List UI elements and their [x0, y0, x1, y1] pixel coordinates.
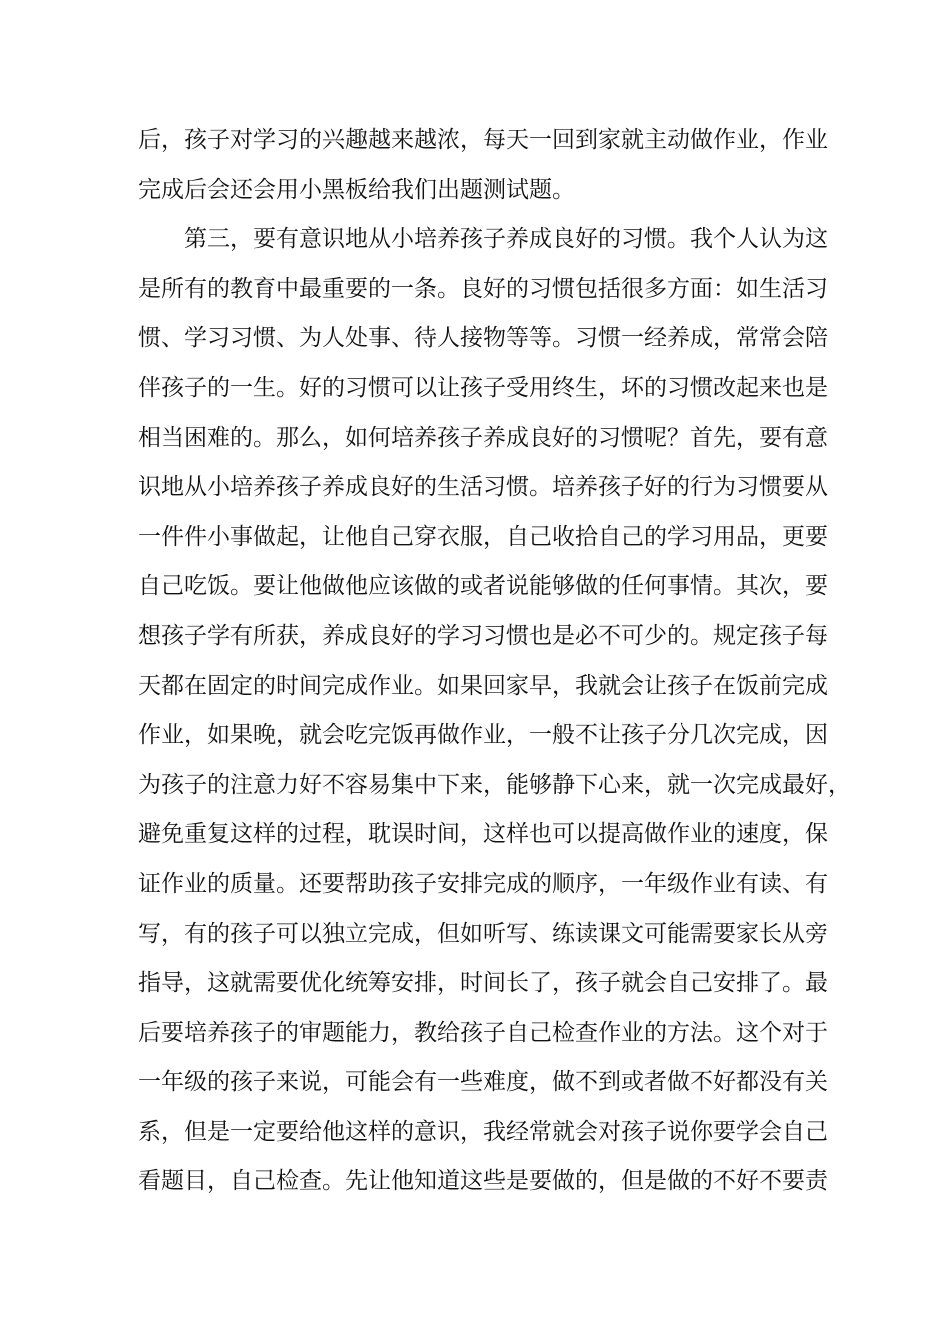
text-line: 看题目，自己检查。先让他知道这些是要做的，但是做的不好不要责 [138, 1168, 828, 1195]
text-line: 后，孩子对学习的兴趣越来越浓，每天一回到家就主动做作业，作业 [138, 127, 828, 153]
text-line: 证作业的质量。还要帮助孩子安排完成的顺序，一年级作业有读、有 [138, 870, 828, 897]
text-line: 为孩子的注意力好不容易集中下来，能够静下心来，就一次完成最好， [138, 771, 851, 798]
text-line: 自己吃饭。要让他做他应该做的或者说能够做的任何事情。其次，要 [138, 573, 828, 600]
text-line: 作业，如果晚，就会吃完饭再做作业，一般不让孩子分几次完成，因 [138, 722, 828, 749]
text-line: 识地从小培养孩子养成良好的生活习惯。培养孩子好的行为习惯要从 [138, 474, 828, 501]
text-line: 完成后会还会用小黑板给我们出题测试题。 [138, 176, 575, 203]
text-line: 相当困难的。那么，如何培养孩子养成良好的习惯呢？首先，要有意 [138, 424, 828, 451]
text-line: 后要培养孩子的审题能力，教给孩子自己检查作业的方法。这个对于 [138, 1019, 828, 1046]
text-line: 惯、学习习惯、为人处事、待人接物等等。习惯一经养成，常常会陪 [138, 325, 828, 352]
paragraph-start-line: 第三，要有意识地从小培养孩子养成良好的习惯。我个人认为这 [184, 226, 828, 253]
text-line: 天都在固定的时间完成作业。如果回家早，我就会让孩子在饭前完成 [138, 672, 828, 699]
text-line: 一件件小事做起，让他自己穿衣服，自己收拾自己的学习用品，更要 [138, 523, 828, 550]
text-line: 是所有的教育中最重要的一条。良好的习惯包括很多方面：如生活习 [138, 275, 828, 302]
text-line: 想孩子学有所获，养成良好的学习习惯也是必不可少的。规定孩子每 [138, 622, 828, 649]
text-line: 指导，这就需要优化统筹安排，时间长了，孩子就会自己安排了。最 [138, 970, 828, 997]
text-line: 系，但是一定要给他这样的意识，我经常就会对孩子说你要学会自己 [138, 1118, 828, 1145]
body-text [138, 116, 851, 1207]
text-line: 伴孩子的一生。好的习惯可以让孩子受用终生，坏的习惯改起来也是 [138, 374, 828, 401]
text-line: 一年级的孩子来说，可能会有一些难度，做不到或者做不好都没有关 [138, 1069, 828, 1096]
text-line: 避免重复这样的过程，耽误时间，这样也可以提高做作业的速度，保 [138, 821, 828, 848]
text-line: 写，有的孩子可以独立完成，但如听写、练读课文可能需要家长从旁 [138, 920, 828, 947]
